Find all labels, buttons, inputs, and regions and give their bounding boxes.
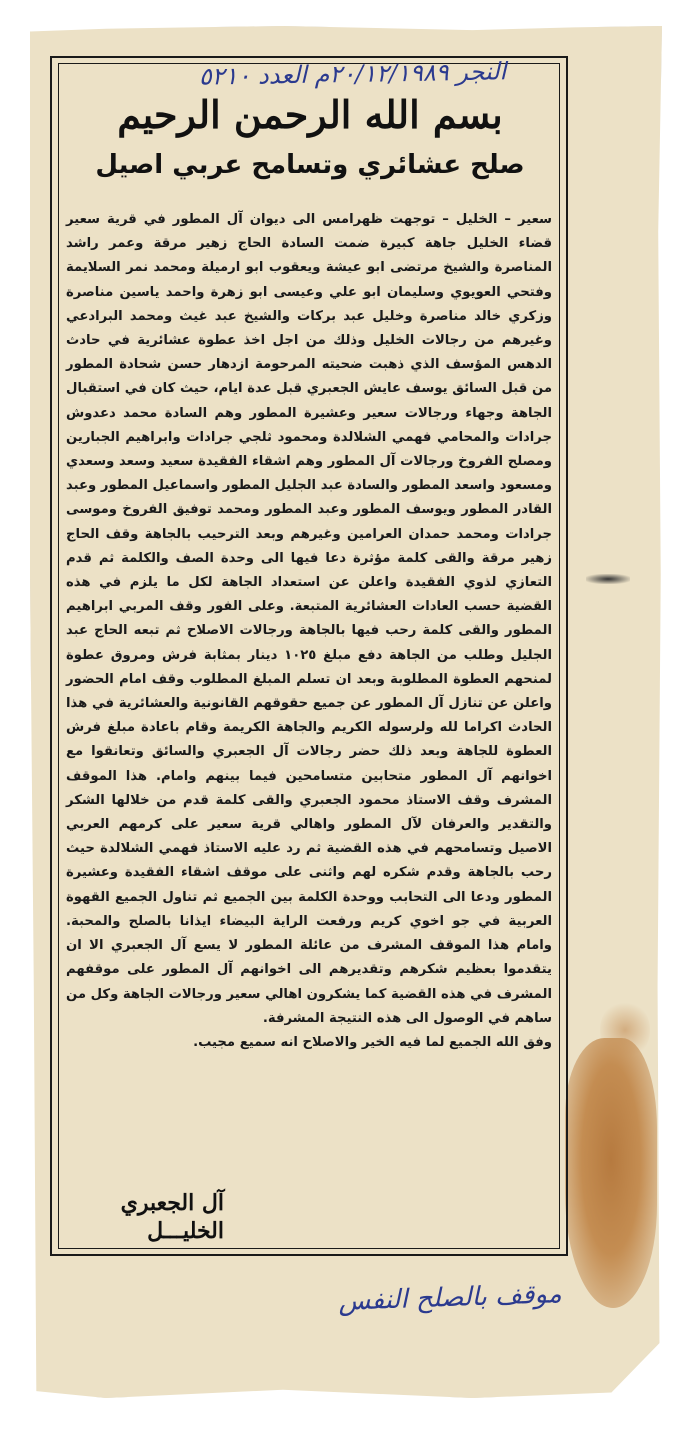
ink-blot — [586, 574, 630, 584]
article-paragraph: سعير – الخليل – توجهت ظهرامس الى ديوان آل المطور في قرية سعير قضاء الخليل جاهة كبيرة ضمت السادة الحاج زهير مرقة وعمر راشد المناصرة والشيخ مرتضى ابو عيشة ويعقوب ابو ارميلة ومحمد نمر السلايمة وفتحي العويوي وسليمان ابو علي وعيسى ابو زهرة واحمد ياسين مناصرة وزكري خالد مناصرة وخليل عبد بركات والشيخ عبد غيث ومحمد البرادعي وغيرهم من رجالات الخليل وذلك من اجل اخذ عطوة عشائرية في حادث الدهس المؤسف الذي ذهبت ضحيته المرحومة ازدهار حسن شحادة المطور من قبل السائق يوسف عايش الجعبري قبل عدة ايام، حيث كان في استقبال الجاهة وجهاء ورجالات سعير وعشيرة المطور وهم السادة محمد دعدوش جرادات والمحامي فهمي الشلالدة ومحمود ثلجي جرادات وابراهيم الجبارين ومصلح الفروخ ورجالات آل المطور وهم اشقاء الفقيدة سعيد وسعد وسعدي ومسعود واسعد المطور والسادة عبد الجليل المطور واسماعيل المطور وعبد القادر المطور ويوسف المطور وعبد المطور ومحمد توفيق الفروخ وموسى جرادات ومحمد حمدان العرامين وغيرهم وبعد الترحيب بالجاهة وقف الحاج زهير مرقة والقى كلمة مؤثرة دعا فيها الى وحدة الصف والكلمة ثم قدم التعازي لذوي الفقيدة واعلن عن استعداد الجاهة لكل ما يلزم في هذه القضية حسب العادات العشائرية المتبعة. وعلى الفور وقف المربي ابراهيم المطور والقى كلمة رحب فيها بالجاهة ورجالات الاصلاح ثم تبعه الحاج عبد الجليل وطلب من الجاهة دفع مبلغ ١٠٢٥ دينار بمثابة فرش ومروق عطوة لمنحهم العطوة المطلوبة وبعد ان تسلم المبلغ المطلوب وقف امام الحضور واعلن عن تنازل آل المطور عن جميع حقوقهم القانونية والعشائرية في هذا الحادث اكراما لله ولرسوله الكريم والجاهة الكريمة وقام باعادة مبلغ فرش العطوة للجاهة وبعد ذلك حضر رجالات آل الجعبري والسائق وتعانقوا مع اخوانهم آل المطور متحابين متسامحين فيما بينهم وامام. هذا الموقف المشرف وقف الاستاذ محمود الجعبري والقى كلمة قدم من خلالها الشكر والتقدير والعرفان لآل المطور واهالي قرية سعير على كرمهم العربي الاصيل وتسامحهم في هذه القضية ثم رد عليه الاستاذ فهمي الشلالدة حيث رحب بالجاهة وقدم شكره لهم واثنى على موقف اشقاء الفقيدة وعشيرة المطور ودعا الى التحابب ووحدة الكلمة بين الجميع ثم تناول الجميع القهوة العربية في جو اخوي كريم ورفعت الراية البيضاء ايذانا بالصلح والمحبة. وامام هذا الموقف المشرف من عائلة المطور لا يسع آل الجعبري الا ان يتقدموا بعظيم شكرهم وتقديرهم الى اخوانهم آل المطور على موقفهم المشرف في هذه القضية كما يشكرون اهالي سعير ورجالات الجاهة وكل من ساهم في الوصول الى هذه النتيجة المشرفة. — [66, 212, 552, 1026]
article-closing: وفق الله الجميع لما فيه الخير والاصلاح انه سميع مجيب. — [193, 1034, 552, 1050]
basmala-heading: بسم الله الرحمن الرحيم — [117, 92, 503, 137]
water-stain — [565, 1038, 657, 1308]
article-headline: صلح عشائري وتسامح عربي اصيل — [95, 150, 525, 180]
signature-family: آل الجعبري — [120, 1190, 224, 1216]
signature-city: الخليـــل — [147, 1218, 224, 1244]
article-body — [66, 208, 552, 1055]
handwritten-date-note: النجر ٢٠/١٢/١٩٨٩م العدد ٥٢١٠ — [198, 57, 507, 91]
handwritten-bottom-note: موقف بالصلح النفس — [337, 1279, 563, 1317]
